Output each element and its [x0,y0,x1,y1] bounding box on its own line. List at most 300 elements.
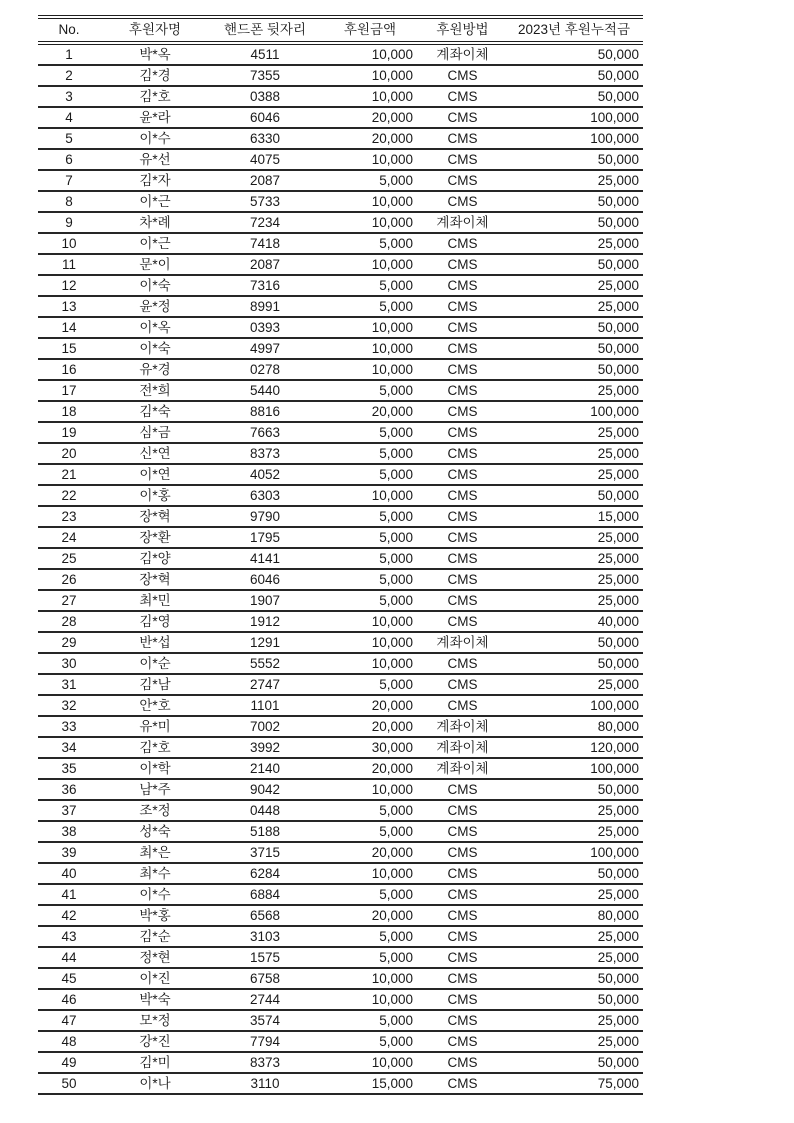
cell-no: 44 [38,947,100,968]
table-row [38,338,643,359]
cell-no: 25 [38,548,100,569]
table-row [38,1031,643,1052]
cell-no: 34 [38,737,100,758]
cell-name: 조*정 [100,800,210,821]
cell-name: 장*환 [100,527,210,548]
table-row [38,674,643,695]
cell-name: 박*홍 [100,905,210,926]
cell-method: 계좌이체 [420,737,505,758]
cell-amount: 10,000 [320,485,420,506]
cell-cumulative: 50,000 [505,989,643,1010]
cell-amount: 10,000 [320,191,420,212]
cell-name: 박*옥 [100,43,210,65]
table-row [38,695,643,716]
cell-amount: 5,000 [320,380,420,401]
cell-no: 48 [38,1031,100,1052]
cell-cumulative: 25,000 [505,1010,643,1031]
cell-cumulative: 25,000 [505,590,643,611]
cell-no: 9 [38,212,100,233]
cell-phone: 7663 [210,422,320,443]
cell-amount: 5,000 [320,443,420,464]
cell-name: 이*근 [100,233,210,254]
cell-no: 26 [38,569,100,590]
cell-method: CMS [420,590,505,611]
cell-cumulative: 50,000 [505,1052,643,1073]
cell-cumulative: 50,000 [505,65,643,86]
cell-cumulative: 100,000 [505,401,643,422]
cell-amount: 5,000 [320,422,420,443]
cell-amount: 5,000 [320,296,420,317]
cell-phone: 5440 [210,380,320,401]
cell-no: 37 [38,800,100,821]
table-row [38,43,643,65]
cell-phone: 6303 [210,485,320,506]
table-row [38,884,643,905]
cell-no: 35 [38,758,100,779]
cell-name: 김*호 [100,737,210,758]
cell-no: 11 [38,254,100,275]
cell-amount: 10,000 [320,317,420,338]
cell-phone: 4075 [210,149,320,170]
cell-method: CMS [420,884,505,905]
table-row [38,233,643,254]
cell-name: 장*혁 [100,569,210,590]
cell-phone: 9790 [210,506,320,527]
cell-phone: 6046 [210,569,320,590]
cell-phone: 7002 [210,716,320,737]
cell-phone: 8816 [210,401,320,422]
cell-cumulative: 100,000 [505,842,643,863]
cell-no: 5 [38,128,100,149]
donation-table [38,15,643,1095]
table-row [38,968,643,989]
header-method: 후원방법 [420,17,505,43]
cell-method: CMS [420,926,505,947]
cell-cumulative: 100,000 [505,107,643,128]
cell-amount: 10,000 [320,653,420,674]
cell-cumulative: 15,000 [505,506,643,527]
cell-name: 전*희 [100,380,210,401]
cell-phone: 2087 [210,170,320,191]
cell-name: 유*경 [100,359,210,380]
cell-no: 45 [38,968,100,989]
cell-name: 김*경 [100,65,210,86]
cell-phone: 4511 [210,43,320,65]
cell-amount: 10,000 [320,254,420,275]
cell-amount: 20,000 [320,401,420,422]
table-row [38,128,643,149]
cell-cumulative: 25,000 [505,296,643,317]
cell-name: 안*호 [100,695,210,716]
cell-cumulative: 50,000 [505,653,643,674]
table-row [38,989,643,1010]
cell-method: CMS [420,401,505,422]
table-row [38,485,643,506]
cell-amount: 20,000 [320,716,420,737]
cell-name: 김*양 [100,548,210,569]
table-row [38,359,643,380]
cell-method: CMS [420,611,505,632]
cell-cumulative: 25,000 [505,884,643,905]
cell-method: CMS [420,527,505,548]
cell-phone: 7418 [210,233,320,254]
cell-phone: 9042 [210,779,320,800]
cell-method: CMS [420,548,505,569]
cell-method: CMS [420,1052,505,1073]
cell-name: 김*미 [100,1052,210,1073]
table-row [38,170,643,191]
table-row [38,779,643,800]
cell-method: CMS [420,86,505,107]
cell-no: 10 [38,233,100,254]
cell-method: CMS [420,149,505,170]
cell-no: 27 [38,590,100,611]
cell-method: CMS [420,359,505,380]
cell-cumulative: 50,000 [505,254,643,275]
cell-no: 16 [38,359,100,380]
cell-phone: 1795 [210,527,320,548]
cell-cumulative: 50,000 [505,212,643,233]
cell-method: CMS [420,989,505,1010]
cell-cumulative: 25,000 [505,233,643,254]
cell-method: 계좌이체 [420,758,505,779]
cell-no: 33 [38,716,100,737]
cell-cumulative: 25,000 [505,674,643,695]
table-row [38,86,643,107]
cell-amount: 10,000 [320,149,420,170]
cell-name: 강*진 [100,1031,210,1052]
cell-method: CMS [420,1010,505,1031]
cell-method: CMS [420,317,505,338]
cell-amount: 5,000 [320,821,420,842]
cell-no: 1 [38,43,100,65]
cell-phone: 0278 [210,359,320,380]
cell-method: CMS [420,170,505,191]
cell-cumulative: 50,000 [505,86,643,107]
cell-cumulative: 120,000 [505,737,643,758]
header-name: 후원자명 [100,17,210,43]
cell-amount: 5,000 [320,569,420,590]
cell-cumulative: 50,000 [505,317,643,338]
cell-phone: 8373 [210,443,320,464]
cell-amount: 10,000 [320,779,420,800]
cell-phone: 2087 [210,254,320,275]
cell-amount: 10,000 [320,338,420,359]
table-row [38,737,643,758]
cell-no: 50 [38,1073,100,1094]
cell-cumulative: 25,000 [505,422,643,443]
cell-amount: 20,000 [320,695,420,716]
cell-amount: 30,000 [320,737,420,758]
cell-no: 39 [38,842,100,863]
cell-cumulative: 25,000 [505,527,643,548]
cell-name: 모*정 [100,1010,210,1031]
table-row [38,380,643,401]
table-row [38,632,643,653]
table-row [38,317,643,338]
header-amount: 후원금액 [320,17,420,43]
cell-phone: 2744 [210,989,320,1010]
cell-cumulative: 50,000 [505,359,643,380]
cell-method: CMS [420,233,505,254]
cell-name: 최*은 [100,842,210,863]
cell-no: 8 [38,191,100,212]
cell-amount: 5,000 [320,1031,420,1052]
cell-amount: 10,000 [320,632,420,653]
cell-cumulative: 50,000 [505,632,643,653]
cell-amount: 5,000 [320,1010,420,1031]
cell-amount: 5,000 [320,674,420,695]
cell-amount: 5,000 [320,800,420,821]
cell-amount: 10,000 [320,863,420,884]
table-row [38,527,643,548]
cell-cumulative: 25,000 [505,947,643,968]
cell-phone: 6284 [210,863,320,884]
cell-amount: 5,000 [320,884,420,905]
cell-name: 유*미 [100,716,210,737]
cell-phone: 7355 [210,65,320,86]
cell-name: 신*연 [100,443,210,464]
table-row [38,590,643,611]
cell-amount: 5,000 [320,233,420,254]
cell-phone: 6758 [210,968,320,989]
table-row [38,548,643,569]
cell-no: 20 [38,443,100,464]
cell-cumulative: 25,000 [505,275,643,296]
cell-method: CMS [420,191,505,212]
cell-name: 최*수 [100,863,210,884]
table-row [38,611,643,632]
cell-name: 문*이 [100,254,210,275]
cell-name: 박*숙 [100,989,210,1010]
cell-no: 47 [38,1010,100,1031]
cell-phone: 3103 [210,926,320,947]
cell-cumulative: 25,000 [505,380,643,401]
cell-no: 46 [38,989,100,1010]
cell-name: 남*주 [100,779,210,800]
cell-phone: 7234 [210,212,320,233]
cell-no: 22 [38,485,100,506]
cell-cumulative: 25,000 [505,170,643,191]
cell-amount: 5,000 [320,548,420,569]
cell-method: CMS [420,128,505,149]
table-row [38,464,643,485]
cell-phone: 6046 [210,107,320,128]
cell-no: 24 [38,527,100,548]
cell-amount: 10,000 [320,1052,420,1073]
cell-no: 23 [38,506,100,527]
cell-method: CMS [420,1073,505,1094]
cell-no: 31 [38,674,100,695]
cell-method: CMS [420,338,505,359]
cell-no: 19 [38,422,100,443]
cell-no: 40 [38,863,100,884]
cell-method: CMS [420,485,505,506]
cell-method: CMS [420,107,505,128]
cell-no: 42 [38,905,100,926]
cell-no: 28 [38,611,100,632]
cell-method: CMS [420,65,505,86]
cell-no: 7 [38,170,100,191]
cell-phone: 7316 [210,275,320,296]
cell-name: 반*섭 [100,632,210,653]
table-row [38,800,643,821]
cell-amount: 10,000 [320,968,420,989]
cell-no: 13 [38,296,100,317]
cell-amount: 10,000 [320,212,420,233]
header-row [38,17,643,43]
cell-name: 성*숙 [100,821,210,842]
cell-no: 4 [38,107,100,128]
cell-no: 2 [38,65,100,86]
cell-phone: 1575 [210,947,320,968]
cell-name: 이*홍 [100,485,210,506]
cell-cumulative: 50,000 [505,968,643,989]
cell-method: CMS [420,296,505,317]
table-body [38,43,643,1094]
cell-phone: 7794 [210,1031,320,1052]
table-row [38,758,643,779]
cell-no: 17 [38,380,100,401]
cell-name: 이*숙 [100,275,210,296]
cell-method: CMS [420,275,505,296]
table-row [38,401,643,422]
cell-phone: 3110 [210,1073,320,1094]
cell-phone: 3992 [210,737,320,758]
cell-cumulative: 25,000 [505,464,643,485]
cell-amount: 10,000 [320,65,420,86]
table-row [38,569,643,590]
cell-name: 김*자 [100,170,210,191]
cell-cumulative: 50,000 [505,191,643,212]
header-cumulative: 2023년 후원누적금 [505,17,643,43]
cell-name: 윤*정 [100,296,210,317]
cell-amount: 10,000 [320,989,420,1010]
cell-no: 21 [38,464,100,485]
table-row [38,905,643,926]
table-row [38,65,643,86]
cell-phone: 4141 [210,548,320,569]
header-phone: 핸드폰 뒷자리 [210,17,320,43]
cell-cumulative: 100,000 [505,758,643,779]
table-row [38,821,643,842]
table-row [38,863,643,884]
cell-amount: 15,000 [320,1073,420,1094]
cell-no: 12 [38,275,100,296]
cell-name: 윤*라 [100,107,210,128]
cell-method: CMS [420,422,505,443]
cell-method: 계좌이체 [420,632,505,653]
cell-name: 이*옥 [100,317,210,338]
cell-no: 29 [38,632,100,653]
cell-amount: 20,000 [320,107,420,128]
cell-phone: 3574 [210,1010,320,1031]
table-row [38,1073,643,1094]
table-row [38,842,643,863]
cell-amount: 5,000 [320,926,420,947]
table-row [38,212,643,233]
cell-name: 김*순 [100,926,210,947]
cell-phone: 1101 [210,695,320,716]
cell-method: CMS [420,905,505,926]
cell-phone: 6568 [210,905,320,926]
cell-name: 심*금 [100,422,210,443]
cell-method: CMS [420,506,505,527]
cell-name: 이*연 [100,464,210,485]
cell-method: CMS [420,254,505,275]
cell-name: 장*혁 [100,506,210,527]
cell-cumulative: 50,000 [505,43,643,65]
table-row [38,506,643,527]
cell-no: 3 [38,86,100,107]
cell-cumulative: 25,000 [505,926,643,947]
cell-cumulative: 50,000 [505,863,643,884]
cell-method: 계좌이체 [420,212,505,233]
cell-method: CMS [420,1031,505,1052]
cell-no: 49 [38,1052,100,1073]
table-row [38,422,643,443]
cell-method: CMS [420,569,505,590]
cell-phone: 1291 [210,632,320,653]
cell-cumulative: 25,000 [505,800,643,821]
cell-method: CMS [420,674,505,695]
cell-name: 유*선 [100,149,210,170]
cell-method: CMS [420,779,505,800]
cell-cumulative: 25,000 [505,443,643,464]
cell-no: 15 [38,338,100,359]
cell-phone: 2140 [210,758,320,779]
cell-phone: 5188 [210,821,320,842]
cell-name: 김*영 [100,611,210,632]
cell-amount: 20,000 [320,905,420,926]
cell-phone: 4052 [210,464,320,485]
table-row [38,296,643,317]
header-no: No. [38,17,100,43]
cell-cumulative: 40,000 [505,611,643,632]
cell-name: 이*나 [100,1073,210,1094]
cell-phone: 3715 [210,842,320,863]
cell-amount: 5,000 [320,464,420,485]
cell-cumulative: 25,000 [505,569,643,590]
cell-phone: 8991 [210,296,320,317]
cell-amount: 10,000 [320,611,420,632]
cell-name: 이*진 [100,968,210,989]
cell-amount: 5,000 [320,947,420,968]
cell-no: 6 [38,149,100,170]
cell-amount: 20,000 [320,842,420,863]
table-row [38,254,643,275]
cell-name: 이*숙 [100,338,210,359]
cell-cumulative: 75,000 [505,1073,643,1094]
cell-method: CMS [420,695,505,716]
cell-amount: 20,000 [320,758,420,779]
cell-no: 32 [38,695,100,716]
table-row [38,149,643,170]
table-row [38,275,643,296]
cell-cumulative: 100,000 [505,128,643,149]
cell-amount: 5,000 [320,590,420,611]
cell-amount: 5,000 [320,275,420,296]
cell-cumulative: 25,000 [505,548,643,569]
cell-phone: 1907 [210,590,320,611]
cell-amount: 20,000 [320,128,420,149]
table-row [38,926,643,947]
cell-name: 김*호 [100,86,210,107]
cell-method: CMS [420,968,505,989]
cell-cumulative: 50,000 [505,485,643,506]
cell-name: 이*수 [100,128,210,149]
cell-cumulative: 50,000 [505,149,643,170]
